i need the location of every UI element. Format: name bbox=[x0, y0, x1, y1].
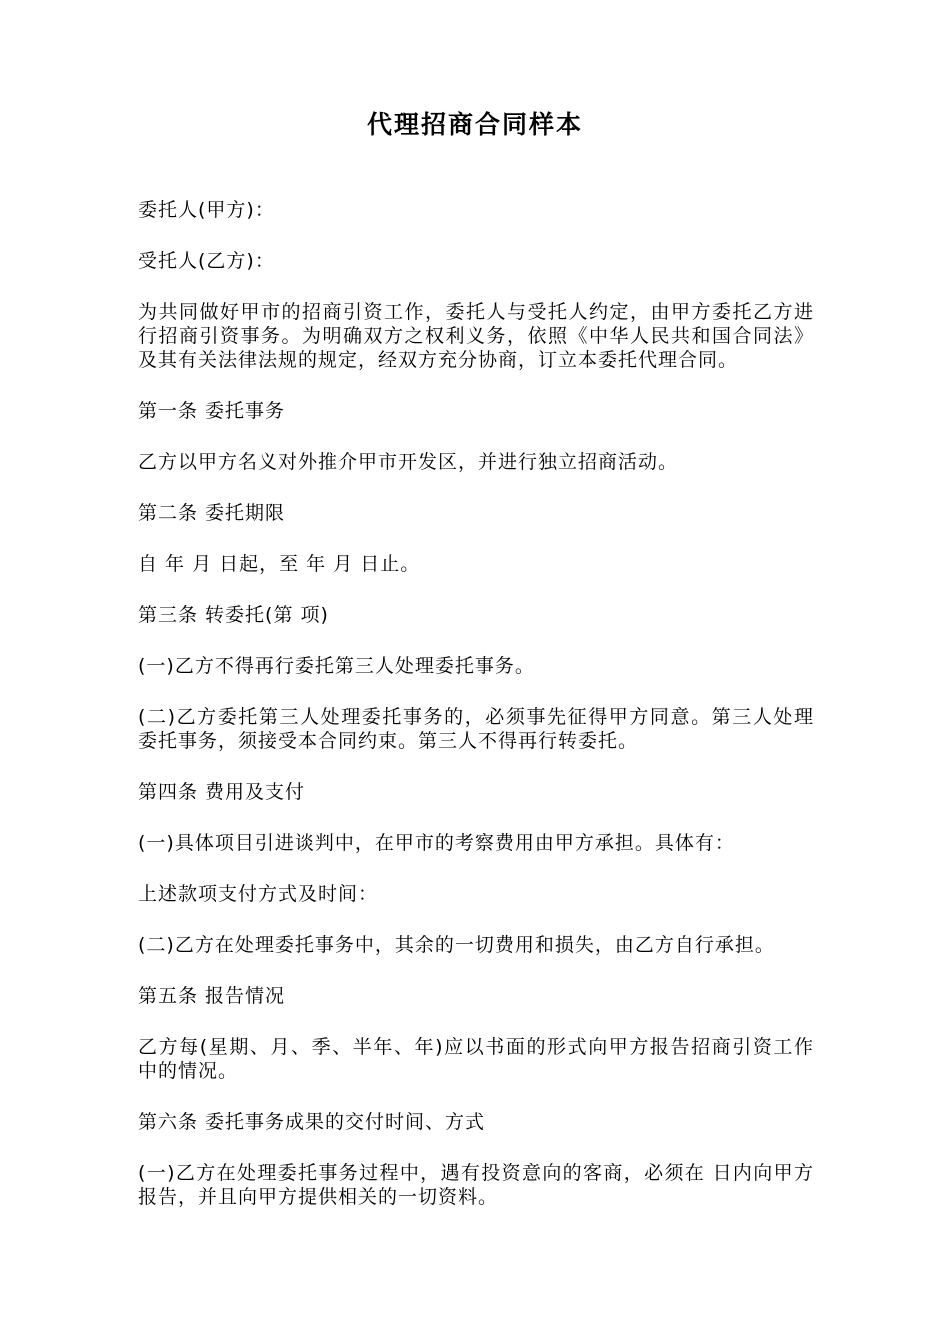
party-b-line: 受托人(乙方)： bbox=[138, 250, 275, 272]
article-3-item-2: (二)乙方委托第三人处理委托事务的，必须事先征得甲方同意。第三人处理委托事务，须接受本合同约束。第三人不得再行转委托。 bbox=[138, 706, 814, 752]
article-2-heading: 第二条 委托期限 bbox=[138, 502, 286, 524]
article-4-heading: 第四条 费用及支付 bbox=[138, 781, 306, 803]
preamble-paragraph: 为共同做好甲市的招商引资工作，委托人与受托人约定，由甲方委托乙方进行招商引资事务。为明确双方之权利义务，依照《中华人民共和国合同法》及其有关法律法规的规定，经双方充分协商，订立本委托代理合同。 bbox=[138, 301, 814, 371]
article-1-heading: 第一条 委托事务 bbox=[138, 400, 286, 422]
article-5-heading: 第五条 报告情况 bbox=[138, 985, 286, 1007]
article-6-heading: 第六条 委托事务成果的交付时间、方式 bbox=[138, 1111, 486, 1133]
article-2-text: 自 年 月 日起，至 年 月 日止。 bbox=[138, 553, 421, 575]
document-body bbox=[138, 198, 814, 1236]
document-title: 代理招商合同样本 bbox=[366, 110, 583, 139]
article-4-item-1: (一)具体项目引进谈判中，在甲市的考察费用由甲方承担。具体有： bbox=[138, 832, 735, 854]
article-3-item-1: (一)乙方不得再行委托第三人处理委托事务。 bbox=[138, 655, 535, 677]
article-6-item-1: (一)乙方在处理委托事务过程中，遇有投资意向的客商，必须在 日内向甲方报告，并且向甲方提供相关的一切资料。 bbox=[138, 1162, 814, 1208]
article-1-text: 乙方以甲方名义对外推介甲市开发区，并进行独立招商活动。 bbox=[138, 451, 679, 473]
article-3-heading: 第三条 转委托(第 项) bbox=[138, 604, 329, 626]
article-4-item-2: (二)乙方在处理委托事务中，其余的一切费用和损失，由乙方自行承担。 bbox=[138, 934, 775, 956]
article-4-payment-line: 上述款项支付方式及时间： bbox=[138, 883, 379, 905]
article-5-text: 乙方每(星期、月、季、半年、年)应以书面的形式向甲方报告招商引资工作中的情况。 bbox=[138, 1036, 814, 1082]
party-a-line: 委托人(甲方)： bbox=[138, 199, 275, 221]
